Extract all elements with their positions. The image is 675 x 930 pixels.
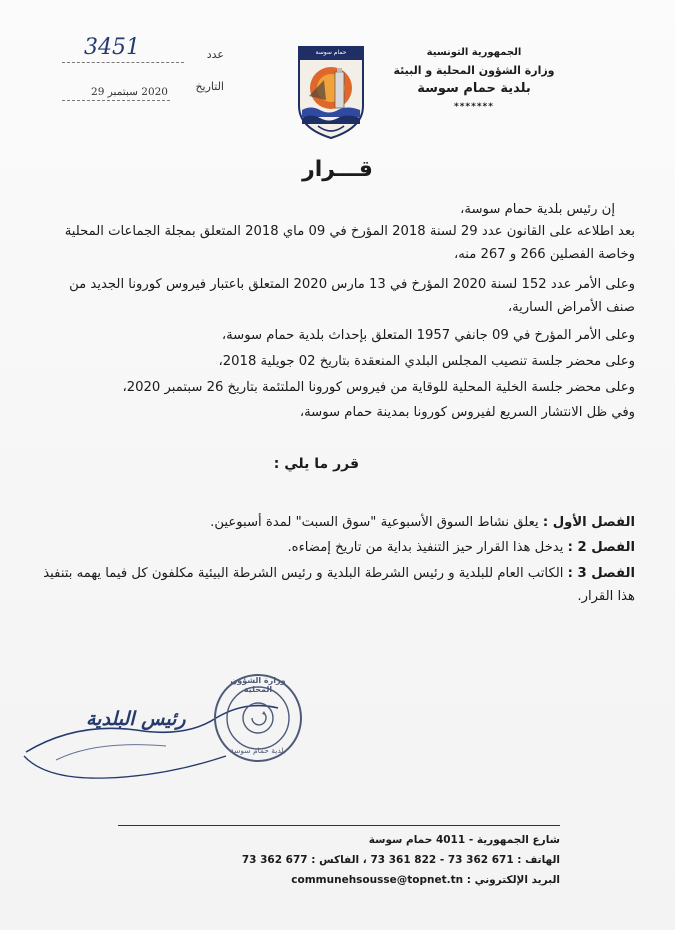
article-2-text: يدخل هذا القرار حيز التنفيذ بداية من تاريخ إمضاءه. [287, 540, 564, 555]
email-value[interactable]: communehsousse@topnet.tn [291, 874, 464, 886]
emblem-text: حمام سوسة [315, 49, 347, 56]
preamble-line-1: إن رئيس بلدية حمام سوسة، [460, 202, 615, 217]
preamble-line-5: وعلى محضر جلسة تنصيب المجلس البلدي المنعقدة بتاريخ 02 جويلية 2018، [218, 354, 635, 369]
phone-label: الهاتف : [517, 854, 560, 866]
preamble-line-2: بعد اطلاعه على القانون عدد 29 لسنة 2018 المؤرخ في 09 ماي 2018 المتعلق بمجلة الجماعات المحلية وخاصة الفصلين 266 و 267 منه، [64, 224, 635, 262]
preamble-line-4: وعلى الأمر المؤرخ في 09 جانفي 1957 المتعلق بإحداث بلدية حمام سوسة، [221, 328, 635, 343]
date-underline [62, 100, 170, 101]
email-label: البريد الإلكتروني : [466, 874, 560, 886]
number-value: 3451 [84, 35, 140, 60]
footer-email [100, 871, 560, 890]
article-3-text: الكاتب العام للبلدية و رئيس الشرطة البلدية و رئيس الشرطة البيئية مكلفون كل فيما يهمه بتنفيذ هذا القرار. [43, 566, 635, 604]
date-label: التاريخ [195, 80, 224, 93]
preamble-line-3: وعلى الأمر عدد 152 لسنة 2020 المؤرخ في 13 مارس 2020 المتعلق باعتبار فيروس كورونا الجديد من صنف الأمراض السارية، [69, 277, 635, 315]
stamp-bottom-text: بلدية حمام سوسة [230, 746, 286, 755]
letterhead [369, 44, 579, 116]
article-1 [40, 511, 635, 534]
fax-value: 73 362 677 [241, 854, 308, 866]
ministry-name: وزارة الشؤون المحلية و البيئة [393, 64, 555, 77]
preamble-line-6: وعلى محضر جلسة الخلية المحلية للوقاية من فيروس كورونا الملتئمة بتاريخ 26 سبتمبر 2020، [122, 380, 635, 395]
preamble-line-7: وفي ظل الانتشار السريع لفيروس كورونا بمدينة حمام سوسة، [299, 405, 635, 420]
footer-address: شارع الجمهورية - 4011 حمام سوسة [368, 834, 560, 846]
footer-phones: الهاتف : 73 361 822 - 73 362 671 ، الفاكس : 73 362 677 [241, 854, 560, 866]
municipality-name: بلدية حمام سوسة [417, 81, 531, 96]
footer-divider [118, 825, 560, 826]
document-title: قـــرار [302, 157, 373, 182]
article-2-label: الفصل 2 : [567, 540, 635, 555]
phone-values: 73 361 822 - 73 362 671 [370, 854, 514, 866]
decision-heading: قرر ما يلي : [273, 456, 359, 472]
article-2 [40, 536, 635, 559]
municipality-emblem-icon [296, 44, 366, 140]
stamp-ring-text: وزارة الشؤون المحلية [230, 676, 286, 694]
date-value: 2020 سبتمبر 29 [91, 86, 168, 98]
article-1-label: الفصل الأول : [542, 515, 635, 530]
signature-title: رئيس البلدية [86, 708, 186, 730]
number-underline [62, 62, 184, 63]
number-label: عدد [206, 48, 224, 61]
header-stars: ******* [454, 102, 494, 112]
republic-name: الجمهورية التونسية [426, 47, 522, 58]
article-3 [40, 562, 635, 608]
fax-label: الفاكس : [311, 854, 360, 866]
article-3-label: الفصل 3 : [567, 566, 635, 581]
official-stamp-icon [212, 672, 304, 764]
article-1-text: يعلق نشاط السوق الأسبوعية "سوق السبت" لمدة أسبوعين. [210, 515, 539, 530]
